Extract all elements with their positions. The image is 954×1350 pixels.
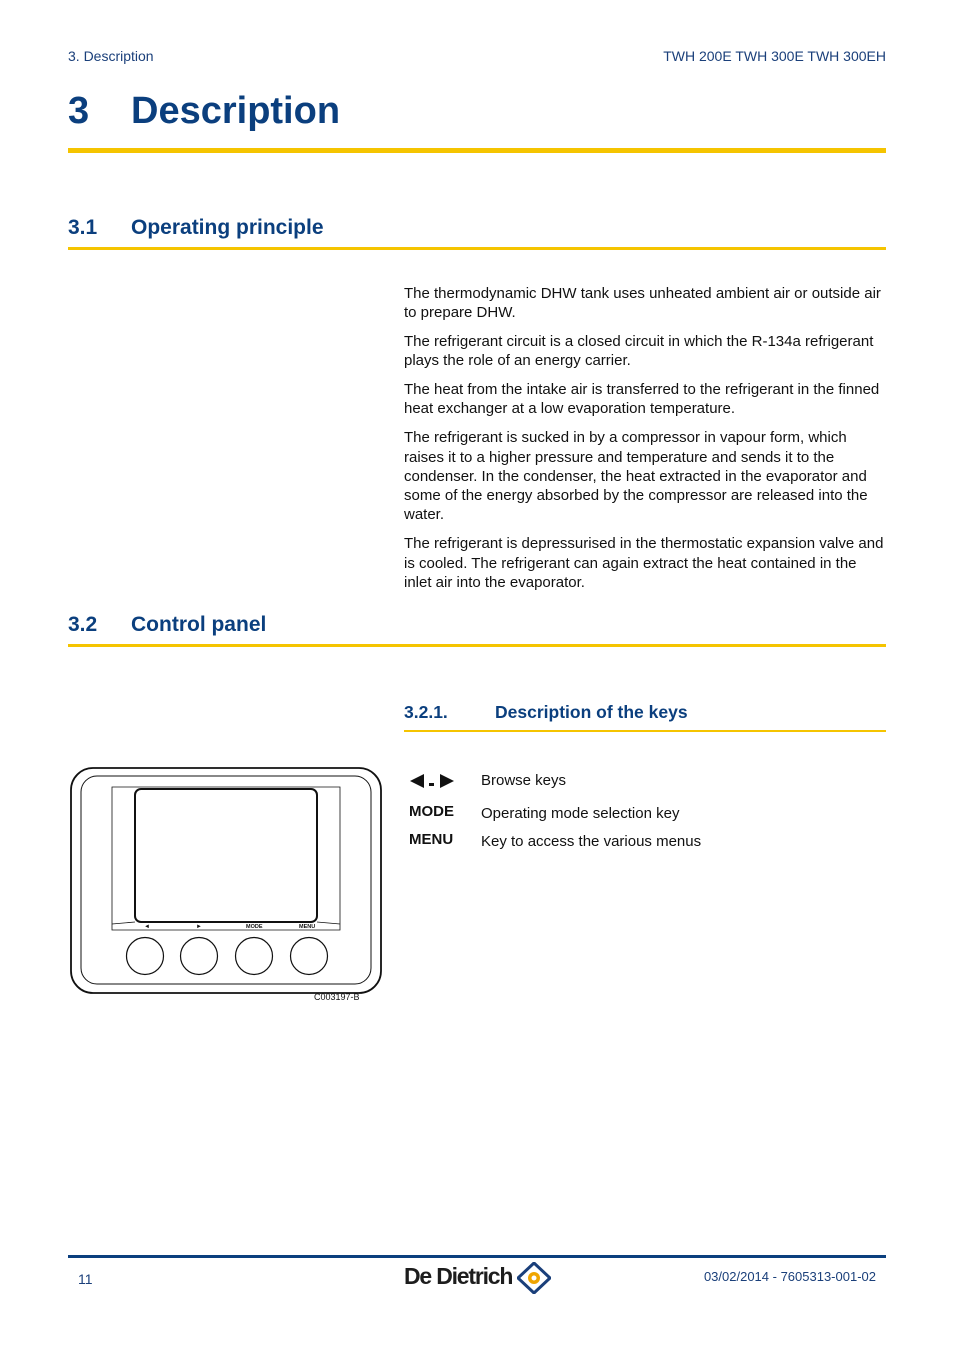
document-reference: 03/02/2014 - 7605313-001-02 [703, 1269, 876, 1284]
key-label-menu: MENU [409, 831, 454, 848]
section-number: 3.1 [68, 216, 98, 239]
key-description: Operating mode selection key [481, 805, 680, 822]
panel-label-right: ► [196, 924, 202, 930]
paragraph: The refrigerant is depressurised in the thermostatic expansion valve and is cooled. The refrigerant can again extract the heat contained in the inlet air into the evaporator. [404, 535, 884, 591]
footer-rule [68, 1255, 886, 1258]
chapter-number: 3 [68, 90, 90, 132]
chapter-title: Description [131, 90, 341, 132]
browse-arrows-icon [409, 772, 457, 790]
figure-code: C003197-B [314, 992, 360, 1002]
section-title: Control panel [131, 613, 267, 636]
paragraph: The thermodynamic DHW tank uses unheated ambient air or outside air to prepare DHW. [404, 285, 881, 322]
running-header-model: TWH 200E TWH 300E TWH 300EH [663, 48, 886, 64]
panel-button-menu [291, 938, 328, 975]
brand-name: De Dietrich [404, 1263, 513, 1289]
paragraph: The heat from the intake air is transferred to the refrigerant in the finned heat exchanger at a low evaporation temperature. [404, 381, 880, 418]
panel-label-left: ◄ [144, 924, 150, 930]
section-title: Operating principle [131, 216, 324, 239]
key-label-mode: MODE [409, 803, 454, 820]
panel-button-left [127, 938, 164, 975]
control-panel-illustration [68, 764, 384, 1000]
key-description: Key to access the various menus [481, 833, 702, 850]
paragraph: The refrigerant is sucked in by a compressor in vapour form, which raises it to a higher pressure and temperature and sends it to the condenser. In the condenser, the heat extracted in the evaporator and some of the energy absorbed by the compressor are released into the water. [404, 429, 868, 524]
subsection-heading-keys [404, 702, 886, 732]
panel-label-menu: MENU [299, 924, 316, 930]
brand-logo [404, 1262, 554, 1294]
chapter-heading [68, 90, 886, 153]
key-row-browse [404, 770, 886, 794]
page-number: 11 [78, 1271, 93, 1287]
panel-button-mode [236, 938, 273, 975]
section-heading-operating-principle [68, 214, 886, 250]
subsection-title: Description of the keys [495, 702, 688, 722]
key-description: Browse keys [481, 772, 567, 789]
running-header-section: 3. Description [68, 48, 154, 64]
operating-principle-text [404, 284, 888, 602]
key-row-menu [404, 831, 886, 855]
subsection-number: 3.2.1. [404, 702, 448, 722]
paragraph: The refrigerant circuit is a closed circuit in which the R-134a refrigerant plays the role of an energy carrier. [404, 333, 874, 370]
panel-button-right [181, 938, 218, 975]
key-row-mode [404, 803, 886, 827]
section-heading-control-panel [68, 611, 886, 647]
panel-label-mode: MODE [246, 924, 263, 930]
brand-diamond-icon [517, 1262, 551, 1294]
section-number: 3.2 [68, 613, 98, 636]
